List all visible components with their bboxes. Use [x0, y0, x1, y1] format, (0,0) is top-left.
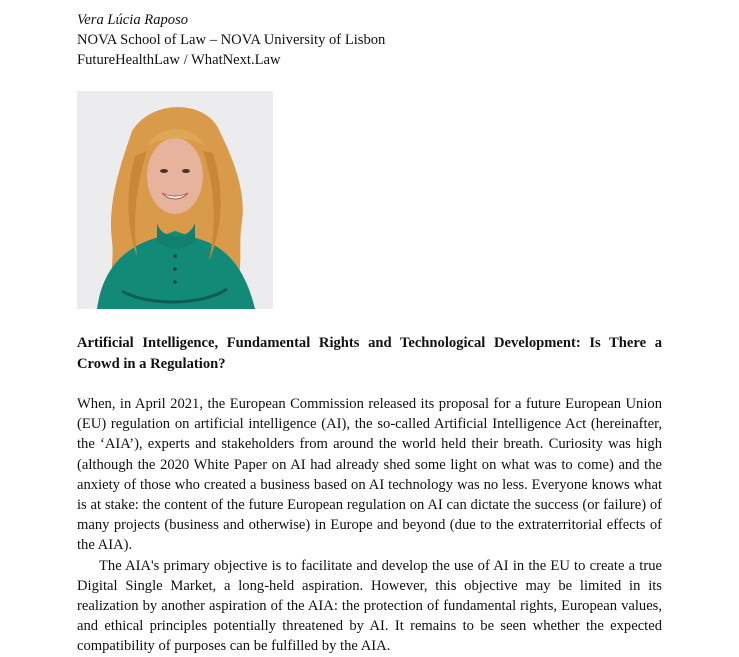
author-name: Vera Lúcia Raposo — [77, 12, 189, 28]
paragraph: The AIA's primary objective is to facilitate and develop the use of AI in the EU to create a true Digital Single Market, a long-held aspiration. However, this objective may be limited in its realization by another aspiration of the AIA: the protection of fundamental rights, European values, and ethical principles potentially threatened by AI. It remains to be seen whether the expected compatibility of purposes can be fulfilled by the AIA. — [77, 557, 662, 655]
affiliation-institution: NOVA School of Law – NOVA University of Lisbon — [77, 32, 386, 48]
affiliation-projects: FutureHealthLaw / WhatNext.Law — [77, 52, 281, 68]
article-title: Artificial Intelligence, Fundamental Rights and Technological Development: Is There a Crowd in a Regulation? — [77, 335, 662, 372]
paragraph: When, in April 2021, the European Commission released its proposal for a future European Union (EU) regulation on artificial intelligence (AI), the so-called Artificial Intelligence Act (hereinafter, the ‘AIA’), experts and stakeholders from around the world held their breath. Curiosity was high (although the 2020 White Paper on AI had already shed some light on what was to come) and the anxiety of those who created a business based on AI technology was no less. Everyone knows what is at stake: the content of the future European regulation on AI can dictate the success (or failure) of many projects (business and otherwise) in Europe and beyond (due to the extraterritorial effects of the AIA). — [77, 396, 662, 554]
author-portrait-illustration — [77, 91, 273, 309]
article-body — [77, 394, 662, 657]
author-photo — [77, 91, 273, 309]
